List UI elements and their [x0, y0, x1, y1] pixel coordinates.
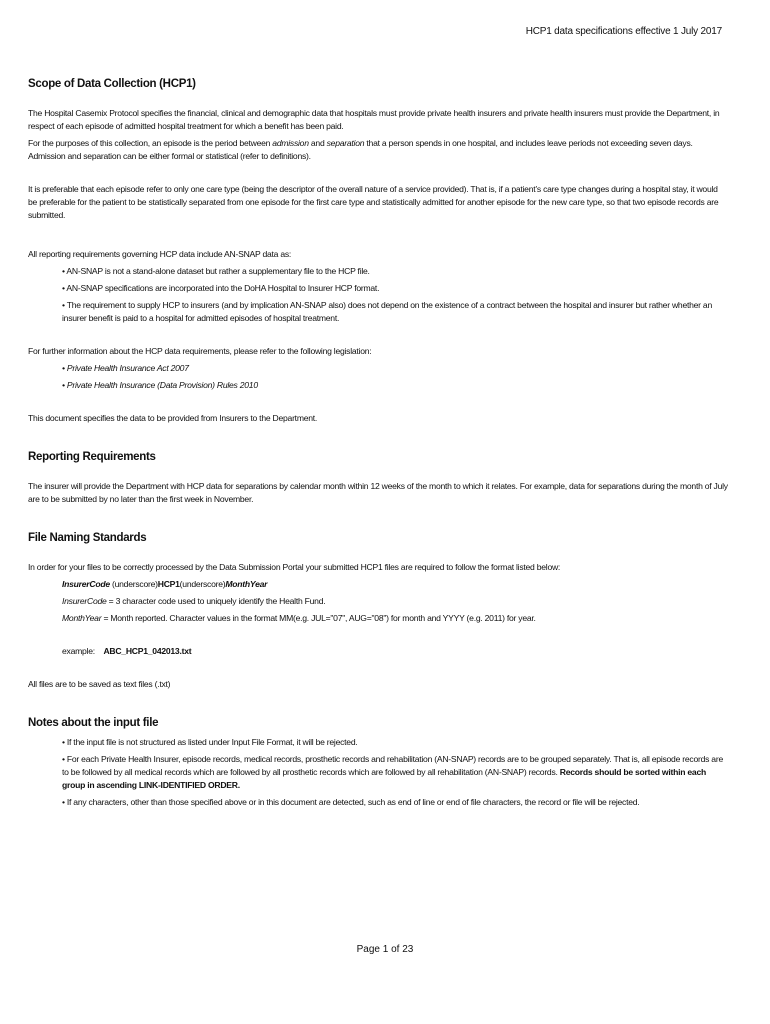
- scope-paragraph-4: All reporting requirements governing HCP data include AN-SNAP data as:: [28, 249, 292, 259]
- notes-list: [28, 736, 728, 809]
- definition-term: MonthYear: [62, 613, 102, 623]
- naming-paragraph-2: All files are to be saved as text files (.txt): [28, 679, 171, 689]
- naming-paragraph: In order for your files to be correctly processed by the Data Submission Portal your submitted HCP1 files are required to follow the format listed below:: [28, 562, 561, 572]
- example-value: ABC_HCP1_042013.txt: [103, 646, 192, 656]
- format-part: HCP1: [157, 579, 180, 589]
- text-span: • For each Private Health Insurer, episode records, medical records, prosthetic records and rehabilitation (AN-SNAP) records are to be grouped separately. That is, all episode records are to be followed by all medical records which are followed by all prosthetic records which are followed by all rehabilitation (AN-SNAP) records.: [62, 754, 723, 777]
- filename-format: [62, 578, 728, 591]
- filename-example: [62, 645, 728, 658]
- naming-format-block: [28, 578, 728, 658]
- scope-paragraph-5: For further information about the HCP data requirements, please refer to the following legislation:: [28, 346, 372, 356]
- definition-term: InsurerCode: [62, 596, 107, 606]
- format-part: InsurerCode: [62, 579, 110, 589]
- scope-paragraph-6: This document specifies the data to be provided from Insurers to the Department.: [28, 413, 318, 423]
- list-item: • AN-SNAP specifications are incorporated into the DoHA Hospital to Insurer HCP format.: [62, 283, 380, 293]
- list-item: • AN-SNAP is not a stand-alone dataset but rather a supplementary file to the HCP file.: [62, 266, 370, 276]
- term-separation: separation: [326, 138, 365, 148]
- an-snap-bullet-list: [28, 265, 728, 325]
- list-item: • If the input file is not structured as listed under Input File Format, it will be rejected.: [62, 737, 358, 747]
- scope-paragraph-2: [28, 137, 728, 163]
- scope-paragraph-3: It is preferable that each episode refer to only one care type (being the descriptor of the overall nature of a service provided). That is, if a patient’s care type changes during a hospital stay, it would be preferable for the patient to be statistically separated from one episode for the first care type and statistically admitted for another episode for the new care type, so that two episode records are submitted.: [28, 184, 719, 220]
- reporting-paragraph: The insurer will provide the Department with HCP data for separations by calendar month within 12 weeks of the month to which it relates. For example, data for separations during the month of July are to be submitted by no later than the first week in November.: [28, 481, 728, 504]
- page-number: Page 1 of 23: [356, 944, 414, 955]
- emphasis-text: Records should be sorted within each group in ascending LINK-IDENTIFIED ORDER.: [62, 767, 706, 790]
- list-item: • If any characters, other than those specified above or in this document are detected, such as end of line or end of file characters, the record or file will be rejected.: [62, 797, 640, 807]
- scope-paragraph-1: The Hospital Casemix Protocol specifies the financial, clinical and demographic data that hospitals must provide private health insurers and private health insurers must provide the Department, in respect of each episode of admitted hospital treatment for which a benefit has been paid.: [28, 108, 720, 131]
- scope-heading: Scope of Data Collection (HCP1): [28, 78, 196, 90]
- list-item: • Private Health Insurance Act 2007: [62, 363, 189, 373]
- page-content: [28, 78, 728, 813]
- term-admission: admission: [272, 138, 309, 148]
- text-span: For the purposes of this collection, an episode is the period between: [28, 138, 273, 148]
- example-label: example:: [62, 646, 95, 656]
- list-item: [62, 753, 728, 792]
- format-part: MonthYear: [225, 579, 268, 589]
- definition-month-year: [62, 612, 728, 625]
- reporting-heading: Reporting Requirements: [28, 451, 156, 463]
- list-item: • Private Health Insurance (Data Provision) Rules 2010: [62, 380, 258, 390]
- text-span: and: [308, 138, 327, 148]
- definition-text: = 3 character code used to uniquely identify the Health Fund.: [106, 596, 326, 606]
- list-item: • The requirement to supply HCP to insurers (and by implication AN-SNAP also) does not depend on the existence of a contract between the hospital and insurer but rather whether an insurer benefit is paid to a hospital for admitted episodes of hospital treatment.: [62, 300, 712, 323]
- naming-heading: File Naming Standards: [28, 532, 147, 544]
- format-part: (underscore): [109, 579, 158, 589]
- notes-heading: Notes about the input file: [28, 717, 159, 729]
- text-span: that a person spends in one hospital, and includes leave periods not exceeding seven days. Admission and separation can be either formal or statistical (refer to definitions).: [28, 138, 693, 161]
- format-part: (underscore): [179, 579, 226, 589]
- definition-insurer-code: [62, 595, 728, 608]
- legislation-list: [28, 362, 728, 392]
- running-header: HCP1 data specifications effective 1 July 2017: [525, 26, 722, 37]
- definition-text: = Month reported. Character values in the format MM(e.g. JUL="07", AUG="08") for month and YYYY (e.g. 2011) for year.: [101, 613, 536, 623]
